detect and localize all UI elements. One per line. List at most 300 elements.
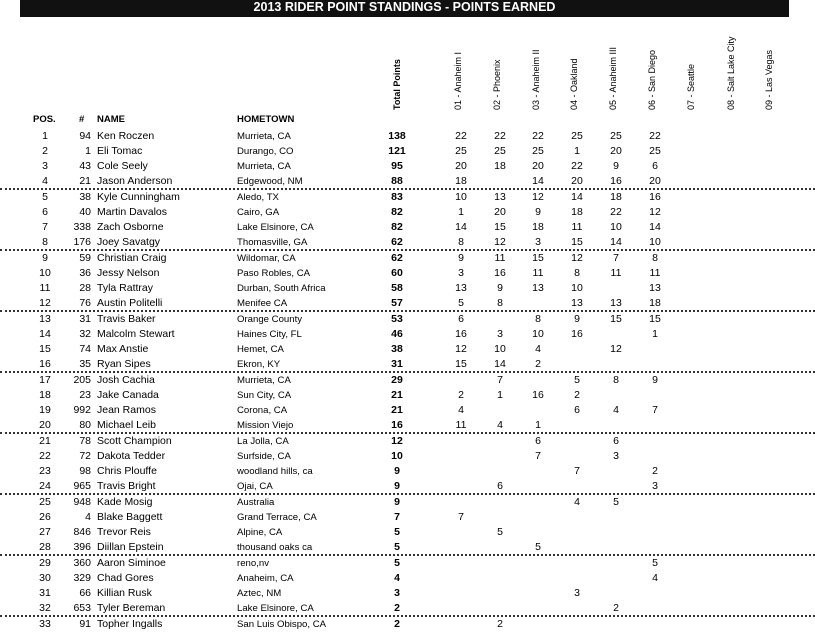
cell-position: 5	[42, 191, 48, 203]
cell-hometown: reno,nv	[237, 558, 269, 569]
cell-hometown: Murrieta, CA	[237, 375, 291, 386]
cell-position: 3	[42, 160, 48, 172]
cell-round-1-points: 4	[458, 404, 464, 416]
round-label: 08 - Salt Lake City	[726, 36, 736, 110]
cell-position: 11	[39, 282, 51, 294]
cell-position: 24	[39, 480, 51, 492]
cell-round-1-points: 14	[455, 221, 467, 233]
table-row	[0, 342, 815, 357]
cell-rider-number: 76	[79, 297, 91, 309]
cell-rider-number: 992	[73, 404, 91, 416]
cell-round-4-points: 15	[571, 236, 583, 248]
cell-round-2-points: 16	[494, 267, 506, 279]
cell-rider-number: 1	[85, 145, 91, 157]
cell-round-3-points: 10	[532, 328, 544, 340]
cell-round-4-points: 9	[574, 313, 580, 325]
cell-round-2-points: 4	[497, 419, 503, 431]
cell-round-4-points: 8	[574, 267, 580, 279]
cell-hometown: Corona, CA	[237, 405, 288, 416]
cell-total-points: 62	[391, 236, 403, 248]
header-round-6	[647, 24, 663, 120]
cell-position: 7	[42, 221, 48, 233]
cell-rider-number: 32	[79, 328, 91, 340]
cell-round-2-points: 10	[494, 343, 506, 355]
cell-round-4-points: 22	[571, 160, 583, 172]
cell-rider-name: Ryan Sipes	[97, 358, 151, 370]
cell-hometown: Durango, CO	[237, 146, 294, 157]
cell-total-points: 82	[391, 221, 403, 233]
cell-round-5-points: 15	[610, 313, 622, 325]
cell-rider-number: 74	[79, 343, 91, 355]
round-label: 04 - Oakland	[569, 58, 579, 110]
cell-rider-name: Christian Craig	[97, 252, 167, 264]
cell-round-5-points: 2	[613, 602, 619, 614]
cell-rider-number: 35	[79, 358, 91, 370]
cell-rider-number: 40	[79, 206, 91, 218]
cell-position: 28	[39, 541, 51, 553]
cell-round-2-points: 9	[497, 282, 503, 294]
cell-total-points: 21	[391, 404, 403, 416]
cell-round-2-points: 13	[494, 191, 506, 203]
table-row	[0, 617, 815, 632]
cell-rider-name: Jean Ramos	[97, 404, 156, 416]
cell-total-points: 7	[394, 511, 400, 523]
cell-round-5-points: 3	[613, 450, 619, 462]
cell-total-points: 29	[391, 374, 403, 386]
cell-hometown: Murrieta, CA	[237, 161, 291, 172]
table-row	[0, 464, 815, 479]
cell-position: 30	[39, 572, 51, 584]
cell-round-1-points: 8	[458, 236, 464, 248]
cell-position: 33	[39, 618, 51, 630]
cell-position: 16	[39, 358, 51, 370]
cell-hometown: Australia	[237, 497, 275, 508]
header-round-5	[608, 24, 624, 120]
cell-round-1-points: 13	[455, 282, 467, 294]
cell-round-2-points: 22	[494, 130, 506, 142]
cell-total-points: 3	[394, 587, 400, 599]
cell-position: 8	[42, 236, 48, 248]
cell-rider-number: 72	[79, 450, 91, 462]
cell-rider-name: Tyla Rattray	[97, 282, 154, 294]
cell-round-3-points: 9	[535, 206, 541, 218]
cell-round-1-points: 5	[458, 297, 464, 309]
cell-round-5-points: 22	[610, 206, 622, 218]
cell-round-5-points: 4	[613, 404, 619, 416]
cell-hometown: Alpine, CA	[237, 527, 283, 538]
round-label: 09 - Las Vegas	[764, 49, 774, 110]
cell-total-points: 53	[391, 313, 403, 325]
cell-total-points: 5	[394, 557, 400, 569]
cell-position: 19	[39, 404, 51, 416]
cell-round-4-points: 12	[571, 252, 583, 264]
cell-position: 15	[39, 343, 51, 355]
cell-round-6-points: 12	[649, 206, 661, 218]
cell-round-6-points: 20	[649, 175, 661, 187]
cell-total-points: 21	[391, 389, 403, 401]
table-row	[0, 449, 815, 464]
cell-round-1-points: 1	[458, 206, 464, 218]
cell-round-3-points: 22	[532, 130, 544, 142]
cell-rider-number: 4	[85, 511, 91, 523]
table-row	[0, 205, 815, 220]
cell-hometown: Ojai, CA	[237, 481, 273, 492]
cell-total-points: 83	[391, 191, 403, 203]
cell-round-3-points: 25	[532, 145, 544, 157]
round-label: 03 - Anaheim II	[531, 49, 541, 110]
table-row	[0, 540, 815, 556]
cell-round-5-points: 20	[610, 145, 622, 157]
cell-rider-name: Travis Bright	[97, 480, 156, 492]
standings-table	[0, 129, 815, 632]
cell-rider-name: Scott Champion	[97, 435, 172, 447]
cell-round-5-points: 10	[610, 221, 622, 233]
cell-position: 9	[42, 252, 48, 264]
table-row	[0, 510, 815, 525]
cell-rider-number: 66	[79, 587, 91, 599]
cell-total-points: 95	[391, 160, 403, 172]
cell-round-6-points: 13	[649, 282, 661, 294]
cell-round-6-points: 25	[649, 145, 661, 157]
table-row	[0, 220, 815, 235]
round-label: 06 - San Diego	[647, 49, 657, 110]
cell-round-5-points: 8	[613, 374, 619, 386]
cell-round-3-points: 6	[535, 435, 541, 447]
cell-round-3-points: 14	[532, 175, 544, 187]
cell-total-points: 16	[391, 419, 403, 431]
cell-total-points: 82	[391, 206, 403, 218]
cell-hometown: Durban, South Africa	[237, 283, 326, 294]
cell-rider-number: 338	[73, 221, 91, 233]
cell-round-5-points: 5	[613, 496, 619, 508]
cell-round-1-points: 2	[458, 389, 464, 401]
cell-total-points: 2	[394, 618, 400, 630]
cell-total-points: 9	[394, 496, 400, 508]
cell-rider-name: Cole Seely	[97, 160, 148, 172]
cell-hometown: Grand Terrace, CA	[237, 512, 317, 523]
cell-position: 32	[39, 602, 51, 614]
cell-round-1-points: 11	[455, 419, 467, 431]
cell-position: 18	[39, 389, 51, 401]
table-row	[0, 586, 815, 601]
table-row	[0, 144, 815, 159]
cell-total-points: 4	[394, 572, 400, 584]
cell-round-2-points: 7	[497, 374, 503, 386]
cell-total-points: 5	[394, 526, 400, 538]
cell-round-4-points: 3	[574, 587, 580, 599]
cell-hometown: Lake Elsinore, CA	[237, 603, 314, 614]
table-row	[0, 251, 815, 266]
header-name: NAME	[97, 114, 125, 125]
cell-round-3-points: 4	[535, 343, 541, 355]
cell-rider-name: Michael Leib	[97, 419, 156, 431]
cell-round-2-points: 20	[494, 206, 506, 218]
table-row	[0, 403, 815, 418]
cell-position: 23	[39, 465, 51, 477]
cell-hometown: Hemet, CA	[237, 344, 284, 355]
table-row	[0, 418, 815, 434]
cell-position: 13	[39, 313, 51, 325]
cell-position: 4	[42, 175, 48, 187]
table-row	[0, 388, 815, 403]
cell-rider-number: 396	[73, 541, 91, 553]
cell-rider-name: Max Anstie	[97, 343, 149, 355]
cell-position: 17	[39, 374, 51, 386]
cell-rider-name: Ken Roczen	[97, 130, 155, 142]
cell-round-6-points: 15	[649, 313, 661, 325]
cell-rider-name: Travis Baker	[97, 313, 156, 325]
cell-position: 1	[42, 130, 48, 142]
cell-rider-number: 21	[79, 175, 91, 187]
cell-round-6-points: 8	[652, 252, 658, 264]
cell-position: 12	[39, 297, 51, 309]
header-round-1	[453, 24, 469, 120]
cell-position: 14	[39, 328, 51, 340]
table-row	[0, 296, 815, 312]
cell-total-points: 9	[394, 480, 400, 492]
cell-total-points: 9	[394, 465, 400, 477]
cell-rider-number: 98	[79, 465, 91, 477]
cell-round-3-points: 8	[535, 313, 541, 325]
cell-total-points: 38	[391, 343, 403, 355]
cell-round-2-points: 18	[494, 160, 506, 172]
cell-position: 27	[39, 526, 51, 538]
cell-hometown: Menifee CA	[237, 298, 288, 309]
cell-round-3-points: 20	[532, 160, 544, 172]
cell-rider-name: Diillan Epstein	[97, 541, 164, 553]
cell-position: 25	[39, 496, 51, 508]
cell-round-5-points: 6	[613, 435, 619, 447]
table-row	[0, 312, 815, 327]
cell-round-6-points: 7	[652, 404, 658, 416]
table-row	[0, 174, 815, 190]
cell-round-2-points: 1	[497, 389, 503, 401]
header-pos: POS.	[33, 114, 56, 125]
header-total-points	[392, 24, 408, 120]
cell-hometown: Aztec, NM	[237, 588, 282, 599]
cell-round-1-points: 12	[455, 343, 467, 355]
cell-round-6-points: 14	[649, 221, 661, 233]
table-row	[0, 235, 815, 251]
cell-hometown: Wildomar, CA	[237, 253, 296, 264]
cell-hometown: Surfside, CA	[237, 451, 291, 462]
table-row	[0, 327, 815, 342]
cell-round-5-points: 7	[613, 252, 619, 264]
header-round-7	[686, 24, 702, 120]
cell-total-points: 12	[391, 435, 403, 447]
table-row	[0, 601, 815, 617]
cell-total-points: 88	[391, 175, 403, 187]
cell-hometown: Ekron, KY	[237, 359, 281, 370]
cell-round-1-points: 3	[458, 267, 464, 279]
header-round-8	[726, 24, 742, 120]
cell-rider-name: Blake Baggett	[97, 511, 163, 523]
cell-round-4-points: 4	[574, 496, 580, 508]
table-row	[0, 373, 815, 388]
cell-hometown: Orange County	[237, 314, 303, 325]
cell-round-6-points: 5	[652, 557, 658, 569]
cell-rider-name: Chris Plouffe	[97, 465, 157, 477]
cell-round-1-points: 25	[455, 145, 467, 157]
cell-round-3-points: 15	[532, 252, 544, 264]
cell-hometown: Haines City, FL	[237, 329, 302, 340]
cell-total-points: 58	[391, 282, 403, 294]
cell-hometown: Mission Viejo	[237, 420, 294, 431]
cell-position: 2	[42, 145, 48, 157]
cell-round-1-points: 7	[458, 511, 464, 523]
cell-total-points: 62	[391, 252, 403, 264]
cell-rider-number: 43	[79, 160, 91, 172]
cell-total-points: 10	[391, 450, 403, 462]
cell-round-3-points: 12	[532, 191, 544, 203]
cell-round-5-points: 12	[610, 343, 622, 355]
cell-rider-name: Chad Gores	[97, 572, 154, 584]
cell-round-4-points: 20	[571, 175, 583, 187]
cell-position: 26	[39, 511, 51, 523]
cell-round-6-points: 6	[652, 160, 658, 172]
cell-total-points: 2	[394, 602, 400, 614]
cell-rider-number: 329	[73, 572, 91, 584]
page-title: 2013 RIDER POINT STANDINGS - POINTS EARNED	[20, 0, 789, 17]
cell-round-4-points: 5	[574, 374, 580, 386]
cell-rider-number: 846	[73, 526, 91, 538]
cell-round-6-points: 11	[649, 267, 661, 279]
cell-rider-number: 38	[79, 191, 91, 203]
cell-round-4-points: 13	[571, 297, 583, 309]
cell-position: 20	[39, 419, 51, 431]
cell-rider-number: 94	[79, 130, 91, 142]
cell-round-5-points: 11	[610, 267, 622, 279]
cell-round-4-points: 16	[571, 328, 583, 340]
cell-rider-number: 205	[73, 374, 91, 386]
cell-total-points: 138	[388, 130, 406, 142]
cell-rider-number: 36	[79, 267, 91, 279]
cell-round-4-points: 1	[574, 145, 580, 157]
round-label: 07 - Seattle	[686, 63, 696, 110]
table-row	[0, 556, 815, 571]
cell-round-1-points: 16	[455, 328, 467, 340]
table-row	[0, 129, 815, 144]
cell-rider-number: 80	[79, 419, 91, 431]
cell-rider-name: Austin Politelli	[97, 297, 163, 309]
cell-round-1-points: 15	[455, 358, 467, 370]
table-row	[0, 495, 815, 510]
cell-round-4-points: 14	[571, 191, 583, 203]
cell-round-5-points: 13	[610, 297, 622, 309]
cell-total-points: 5	[394, 541, 400, 553]
cell-hometown: Thomasville, GA	[237, 237, 308, 248]
cell-rider-number: 28	[79, 282, 91, 294]
cell-round-6-points: 3	[652, 480, 658, 492]
cell-round-5-points: 16	[610, 175, 622, 187]
header-total-label: Total Points	[392, 59, 402, 110]
cell-rider-number: 78	[79, 435, 91, 447]
cell-rider-name: Malcolm Stewart	[97, 328, 175, 340]
cell-hometown: woodland hills, ca	[237, 466, 313, 477]
cell-rider-name: Dakota Tedder	[97, 450, 166, 462]
cell-round-3-points: 11	[532, 267, 544, 279]
cell-round-6-points: 22	[649, 130, 661, 142]
header-number: #	[79, 114, 85, 125]
cell-rider-number: 59	[79, 252, 91, 264]
cell-rider-number: 176	[73, 236, 91, 248]
cell-position: 22	[39, 450, 51, 462]
table-row	[0, 434, 815, 449]
cell-round-3-points: 7	[535, 450, 541, 462]
cell-rider-name: Kade Mosig	[97, 496, 153, 508]
cell-round-2-points: 3	[497, 328, 503, 340]
cell-hometown: Cairo, GA	[237, 207, 280, 218]
cell-hometown: thousand oaks ca	[237, 542, 313, 553]
cell-round-2-points: 6	[497, 480, 503, 492]
cell-round-3-points: 2	[535, 358, 541, 370]
cell-round-2-points: 15	[494, 221, 506, 233]
cell-rider-number: 965	[73, 480, 91, 492]
table-row	[0, 159, 815, 174]
cell-round-2-points: 11	[494, 252, 506, 264]
header-hometown: HOMETOWN	[237, 114, 295, 125]
cell-total-points: 46	[391, 328, 403, 340]
cell-total-points: 31	[391, 358, 403, 370]
cell-hometown: Murrieta, CA	[237, 131, 291, 142]
table-row	[0, 571, 815, 586]
cell-rider-name: Jake Canada	[97, 389, 159, 401]
cell-round-6-points: 16	[649, 191, 661, 203]
cell-round-3-points: 16	[532, 389, 544, 401]
cell-round-4-points: 10	[571, 282, 583, 294]
cell-round-4-points: 6	[574, 404, 580, 416]
header-round-3	[531, 24, 547, 120]
cell-hometown: Anaheim, CA	[237, 573, 294, 584]
cell-rider-name: Jessy Nelson	[97, 267, 160, 279]
cell-round-6-points: 18	[649, 297, 661, 309]
cell-hometown: Paso Robles, CA	[237, 268, 311, 279]
cell-rider-name: Topher Ingalls	[97, 618, 163, 630]
cell-total-points: 121	[388, 145, 406, 157]
cell-round-5-points: 14	[610, 236, 622, 248]
cell-round-1-points: 10	[455, 191, 467, 203]
cell-rider-name: Eli Tomac	[97, 145, 143, 157]
round-label: 01 - Anaheim I	[453, 51, 463, 110]
cell-round-4-points: 18	[571, 206, 583, 218]
table-row	[0, 281, 815, 296]
cell-round-5-points: 18	[610, 191, 622, 203]
cell-rider-name: Martin Davalos	[97, 206, 168, 218]
cell-rider-number: 360	[73, 557, 91, 569]
cell-position: 21	[39, 435, 51, 447]
cell-rider-name: Trevor Reis	[97, 526, 151, 538]
cell-round-4-points: 2	[574, 389, 580, 401]
cell-rider-name: Killian Rusk	[97, 587, 152, 599]
cell-total-points: 57	[391, 297, 403, 309]
cell-position: 31	[39, 587, 51, 599]
cell-hometown: Lake Elsinore, CA	[237, 222, 314, 233]
cell-round-3-points: 5	[535, 541, 541, 553]
cell-rider-name: Zach Osborne	[97, 221, 164, 233]
header-round-4	[569, 24, 585, 120]
cell-round-2-points: 5	[497, 526, 503, 538]
cell-round-2-points: 8	[497, 297, 503, 309]
cell-rider-number: 31	[79, 313, 91, 325]
cell-round-2-points: 2	[497, 618, 503, 630]
cell-rider-name: Aaron Siminoe	[97, 557, 166, 569]
cell-rider-number: 23	[79, 389, 91, 401]
cell-round-6-points: 9	[652, 374, 658, 386]
cell-round-1-points: 18	[455, 175, 467, 187]
cell-round-6-points: 1	[652, 328, 658, 340]
cell-round-3-points: 3	[535, 236, 541, 248]
cell-round-2-points: 25	[494, 145, 506, 157]
